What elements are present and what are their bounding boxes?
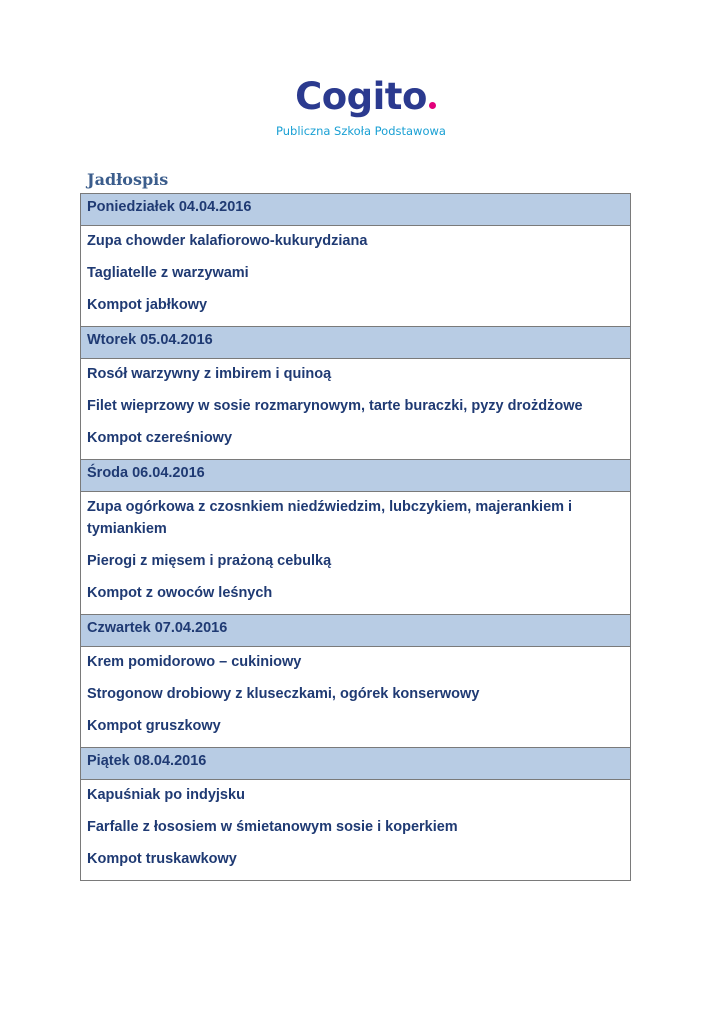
dish-main: Tagliatelle z warzywami (87, 265, 249, 281)
page-title: Jadłospis (87, 170, 169, 189)
day-dishes-thursday (81, 647, 630, 748)
logo-dot-icon (429, 102, 436, 109)
dish-drink: Kompot jabłkowy (87, 297, 208, 313)
dish-soup: Zupa chowder kalafiorowo-kukurydziana (87, 233, 368, 249)
dish-drink: Kompot gruszkowy (87, 718, 221, 734)
day-header-monday: Poniedziałek 04.04.2016 (81, 194, 630, 226)
dish-soup: Rosół warzywny z imbirem i quinoą (87, 366, 332, 382)
dish-soup: Kapuśniak po indyjsku (87, 787, 245, 803)
day-dishes-monday (81, 226, 630, 327)
day-header-tuesday: Wtorek 05.04.2016 (81, 327, 630, 359)
day-dishes-tuesday (81, 359, 630, 460)
day-header-wednesday: Środa 06.04.2016 (81, 460, 630, 492)
dish-soup: Zupa ogórkowa z czosnkiem niedźwiedzim, lubczykiem, majerankiem i tymiankiem (87, 499, 573, 537)
dish-main: Strogonow drobiowy z kluseczkami, ogórek konserwowy (87, 686, 480, 702)
dish-main: Pierogi z mięsem i prażoną cebulką (87, 553, 332, 569)
logo-wordmark: Cogito (295, 75, 427, 118)
dish-drink: Kompot truskawkowy (87, 851, 237, 867)
school-logo (0, 75, 725, 118)
dish-main: Filet wieprzowy w sosie rozmarynowym, tarte buraczki, pyzy drożdżowe (87, 398, 583, 414)
day-header-friday: Piątek 08.04.2016 (81, 748, 630, 780)
day-dishes-wednesday (81, 492, 630, 615)
dish-drink: Kompot z owoców leśnych (87, 585, 273, 601)
day-header-thursday: Czwartek 07.04.2016 (81, 615, 630, 647)
menu-table (80, 193, 631, 881)
dish-soup: Krem pomidorowo – cukiniowy (87, 654, 302, 670)
logo-subtitle: Publiczna Szkoła Podstawowa (276, 124, 446, 138)
day-dishes-friday (81, 780, 630, 880)
dish-drink: Kompot czereśniowy (87, 430, 233, 446)
dish-main: Farfalle z łososiem w śmietanowym sosie i koperkiem (87, 819, 458, 835)
